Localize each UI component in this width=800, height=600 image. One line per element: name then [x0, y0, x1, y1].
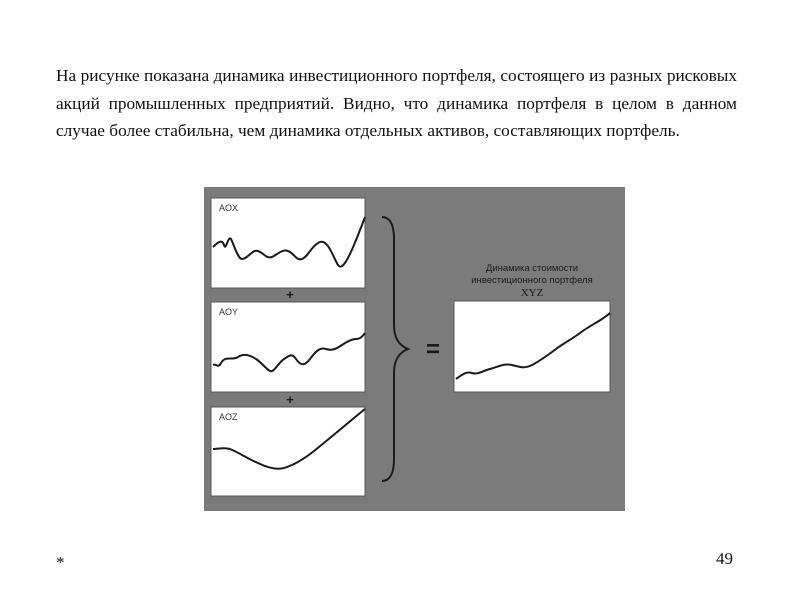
panel-aoz-label: AOZ	[219, 412, 238, 422]
panel-aoy-label: AOY	[219, 307, 239, 317]
result-title-line3: XYZ	[520, 287, 544, 299]
description-paragraph: На рисунке показана динамика инвестиционного портфеля, состоящего из разных рисковых акций промышленных предприятий. Видно, что динамика портфеля в целом в данном случае более стабильна, чем динамика отдельных активов, составляющих портфель.	[56, 66, 737, 140]
footer-mark: *	[56, 553, 65, 572]
plus-sign-1: +	[286, 287, 294, 302]
panel-aoz	[211, 407, 365, 496]
panel-aox-label: AOX	[219, 203, 239, 213]
portfolio-figure	[204, 187, 625, 511]
curly-brace	[382, 217, 408, 481]
result-title-line1: Динамика стоимости	[485, 263, 579, 274]
panel-aoy	[211, 302, 365, 392]
equals-sign: =	[425, 336, 441, 363]
panel-aox	[211, 198, 365, 288]
result-title-line2: инвестиционного портфеля	[471, 275, 593, 286]
page-number: 49	[716, 549, 733, 568]
panel-result	[454, 301, 610, 392]
portfolio-diagram	[204, 187, 625, 511]
plus-sign-2: +	[286, 392, 294, 407]
